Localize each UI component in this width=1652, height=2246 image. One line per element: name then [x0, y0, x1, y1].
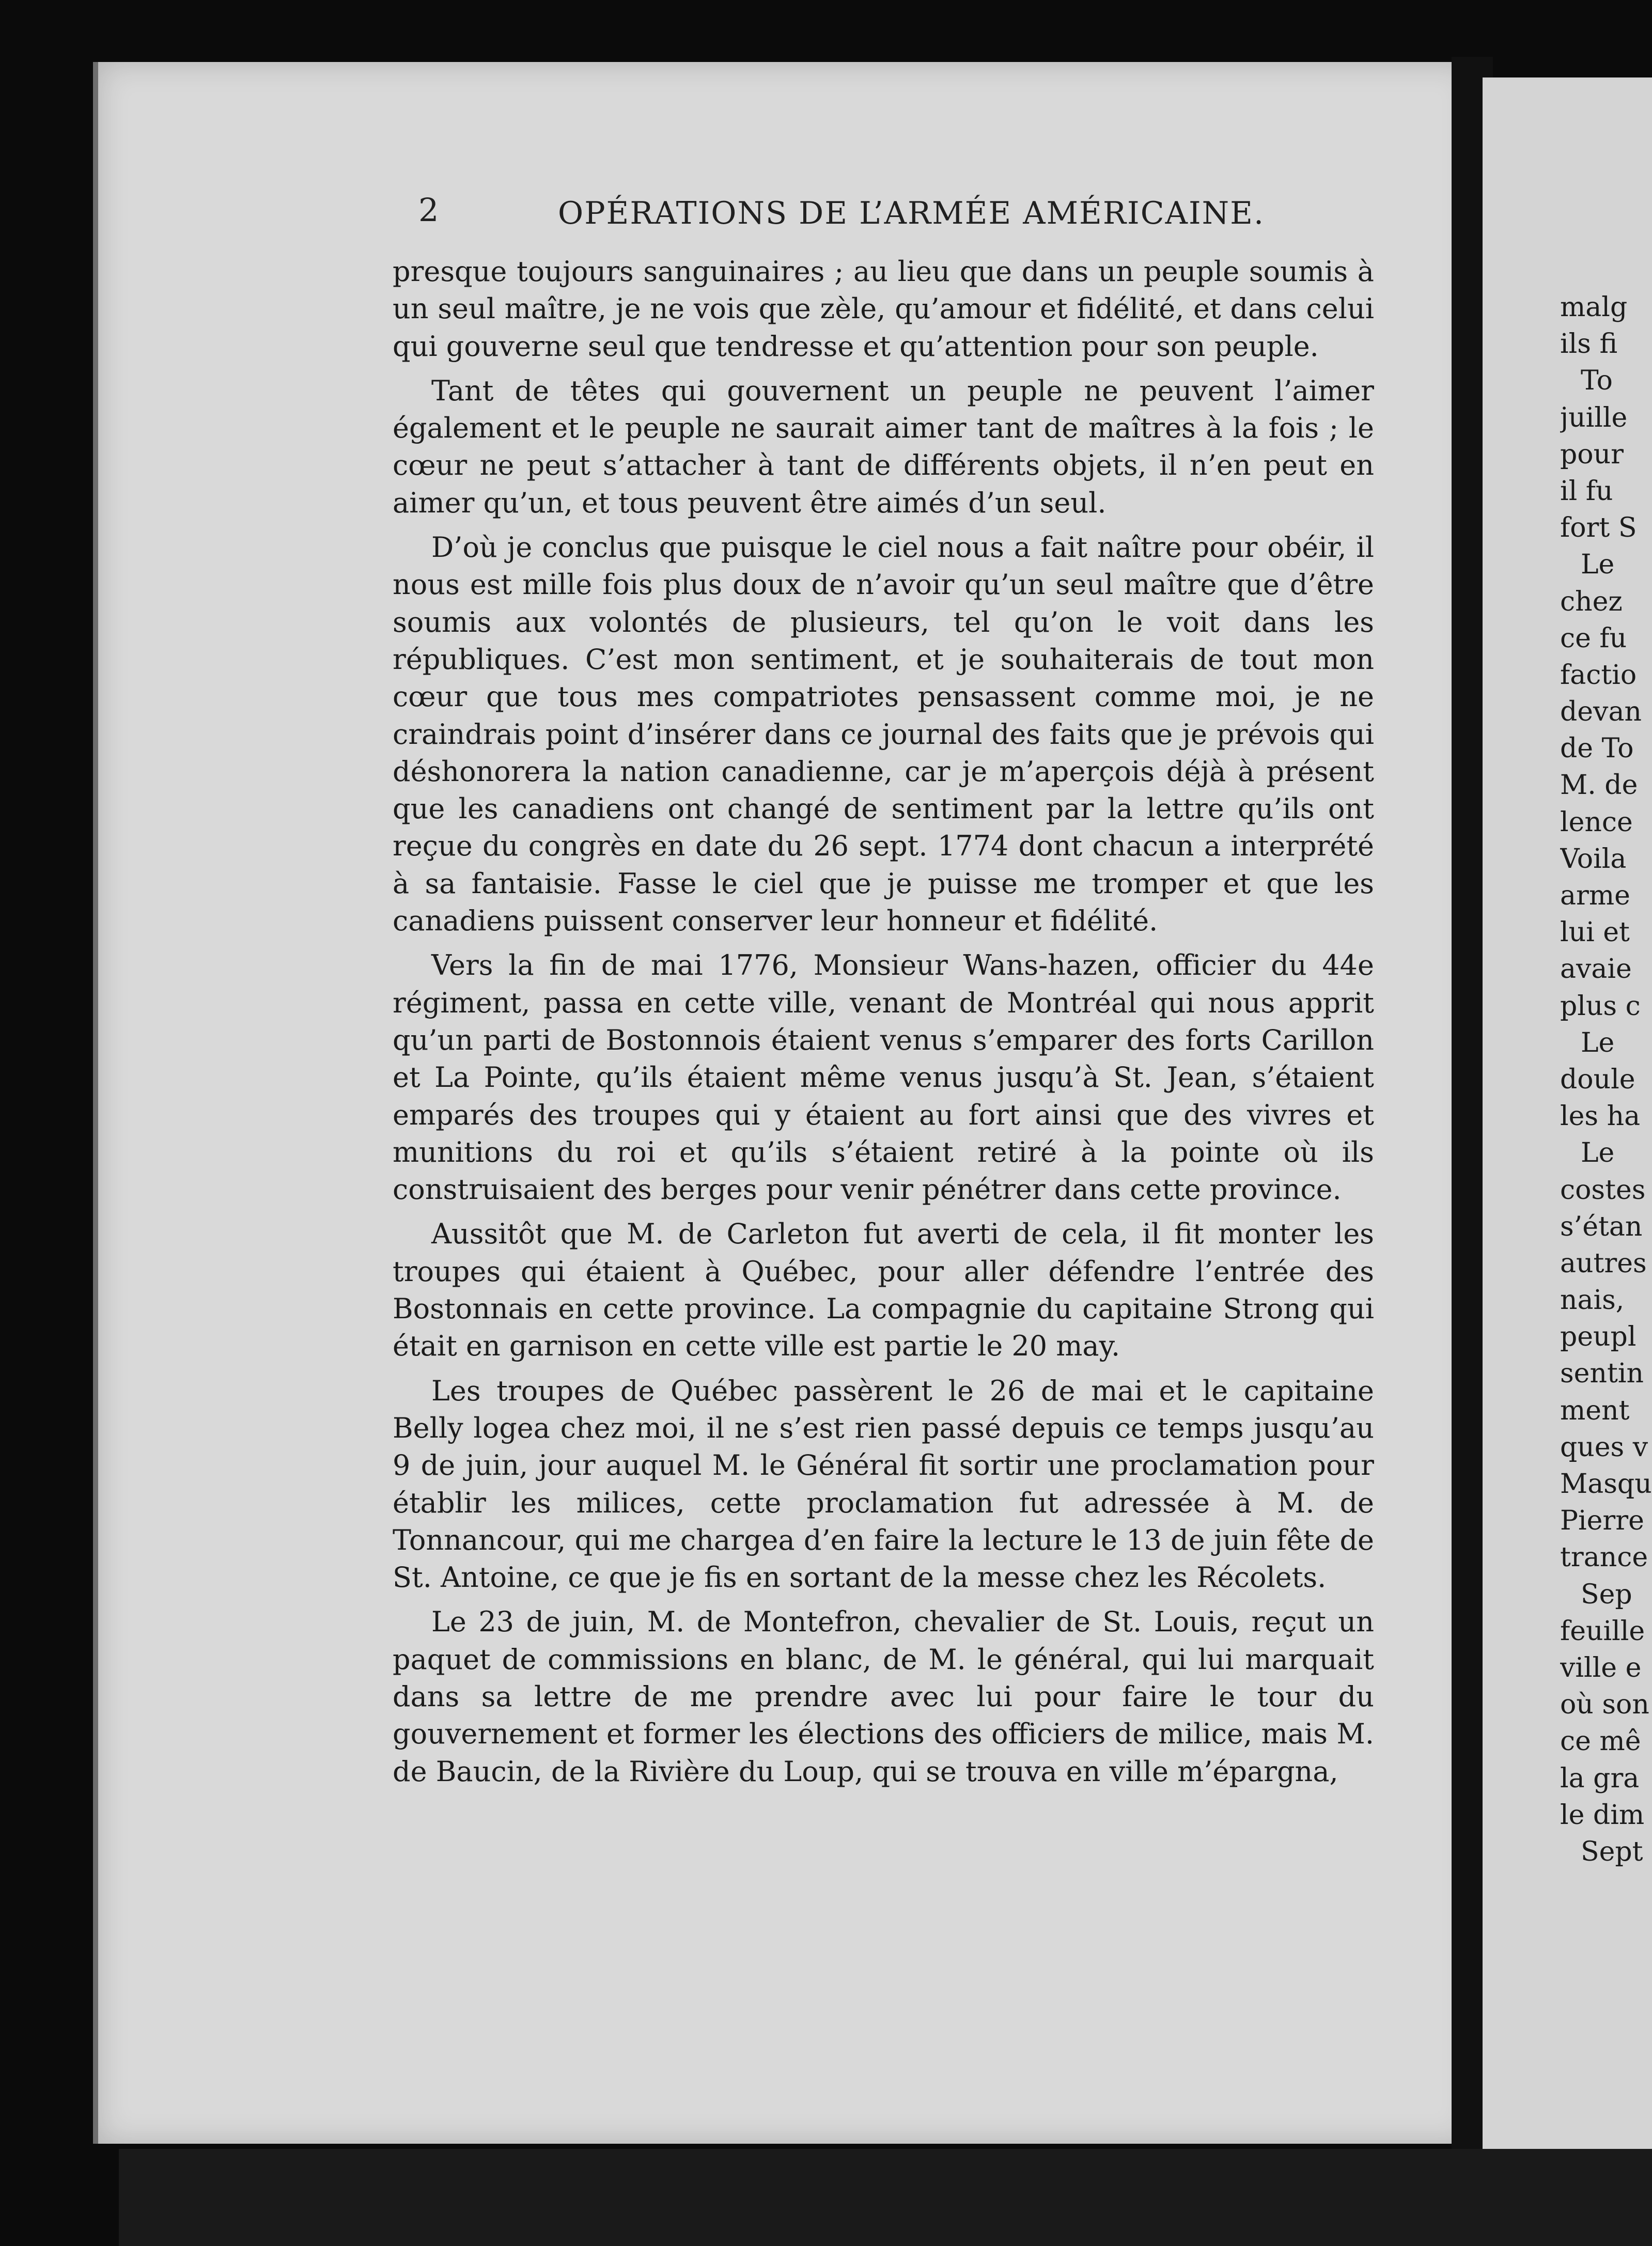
- right-page-line-fragment: Le: [1581, 1027, 1615, 1058]
- right-page-line-fragment: Pierre: [1560, 1505, 1644, 1537]
- right-page-line-fragment: fort S: [1560, 512, 1637, 544]
- right-page-line-fragment: avaie: [1560, 954, 1632, 985]
- right-page-line-fragment: sentin: [1560, 1358, 1644, 1390]
- right-page-line-fragment: feuille: [1560, 1615, 1645, 1647]
- paragraph: D’où je conclus que puisque le ciel nous a fait naître pour obéir, il nous est mille fois plus doux de n’avoir qu’un seul maître que d’être soumis aux volontés de plusieurs, tel qu’on le voit dans les républiques. C’est mon sentiment, et je souhaiterais de tout mon cœur que tous mes compatriotes pensassent comme moi, je ne craindrais point d’insérer dans ce journal des faits que je prévois qui déshonorera la nation canadienne, car je m’aperçois déjà à présent que les canadiens ont changé de sentiment par la lettre qu’ils ont reçue du congrès en date du 26 sept. 1774 dont chacun a interprété à sa fantaisie. Fasse le ciel que je puisse me tromper et que les canadiens puissent conserver leur honneur et fidélité.: [393, 531, 1374, 938]
- right-page-line-fragment: où son: [1560, 1689, 1649, 1721]
- body-text: [393, 253, 1374, 1937]
- right-page-line-fragment: M. de: [1560, 770, 1638, 801]
- right-page-line-fragment: les ha: [1560, 1101, 1641, 1132]
- right-page-line-fragment: trance: [1560, 1542, 1648, 1573]
- right-page-line-fragment: arme: [1560, 880, 1630, 911]
- right-page-line-fragment: ment: [1560, 1395, 1630, 1426]
- page-number: 2: [418, 191, 439, 229]
- right-page-line-fragment: ce mê: [1560, 1726, 1641, 1757]
- right-page-line-fragment: le dim: [1560, 1799, 1645, 1831]
- right-page-line-fragment: Sept: [1581, 1836, 1643, 1867]
- right-page-line-fragment: factio: [1560, 659, 1637, 691]
- right-page-line-fragment: pour: [1560, 439, 1624, 470]
- right-page-line-fragment: costes: [1560, 1174, 1646, 1206]
- right-page-line-fragment: autres: [1560, 1247, 1647, 1279]
- right-page-line-fragment: Le: [1581, 549, 1615, 581]
- paragraph: Les troupes de Québec passèrent le 26 de mai et le capitaine Belly logea chez moi, il ne s’est rien passé depuis ce temps jusqu’au 9 de juin, jour auquel M. le Général fit sortir une proclamation pour établir les milices, cette proclamation fut adressée à M. de Tonnancour, qui me chargea d’en faire la lecture le 13 de juin fête de St. Antoine, ce que je fis en sortant de la messe chez les Récolets.: [393, 1374, 1374, 1594]
- right-page-line-fragment: juille: [1560, 402, 1628, 433]
- right-page-line-fragment: doule: [1560, 1064, 1635, 1095]
- paragraph: presque toujours sanguinaires ; au lieu que dans un peuple soumis à un seul maître, je ne vois que zèle, qu’amour et fidélité, et dans celui qui gouverne seul que tendresse et qu’attention pour son peuple.: [393, 255, 1374, 363]
- bottom-strip: [119, 2149, 1652, 2246]
- right-page-line-fragment: malg: [1560, 292, 1628, 323]
- paragraph: Tant de têtes qui gouvernent un peuple ne peuvent l’aimer également et le peuple ne saurait aimer tant de maîtres à la fois ; le cœur ne peut s’attacher à tant de différents objets, il n’en peut en aimer qu’un, et tous peuvent être aimés d’un seul.: [393, 374, 1374, 519]
- right-page-line-fragment: la gra: [1560, 1763, 1640, 1794]
- right-page-line-fragment: devan: [1560, 696, 1642, 728]
- right-page-line-fragment: plus c: [1560, 990, 1641, 1022]
- right-page-line-fragment: s’étan: [1560, 1211, 1643, 1242]
- right-page-line-fragment: il fu: [1560, 475, 1613, 507]
- right-page-line-fragment: nais,: [1560, 1285, 1625, 1316]
- right-page-line-fragment: Masqu: [1560, 1469, 1652, 1500]
- right-page-line-fragment: To: [1581, 365, 1613, 397]
- right-page-line-fragment: ville e: [1560, 1652, 1642, 1683]
- right-page-line-fragment: Sep: [1581, 1579, 1632, 1610]
- paragraph: Le 23 de juin, M. de Montefron, chevalier de St. Louis, reçut un paquet de commissions en blanc, de M. le général, qui lui marquait dans sa lettre de me prendre avec lui pour faire le tour du gouvernement et former les élections des officiers de milice, mais M. de Baucin, de la Rivière du Loup, qui se trouva en ville m’épargna,: [393, 1605, 1374, 1788]
- running-title: OPÉRATIONS DE L’ARMÉE AMÉRICAINE.: [558, 195, 1265, 231]
- right-page-line-fragment: Le: [1581, 1137, 1615, 1169]
- right-page-line-fragment: de To: [1560, 733, 1634, 765]
- right-page-line-fragment: lence: [1560, 806, 1633, 838]
- right-page-line-fragment: Voila: [1560, 843, 1627, 875]
- paragraph: Vers la fin de mai 1776, Monsieur Wans-hazen, officier du 44e régiment, passa en cette ville, venant de Montréal qui nous apprit qu’un parti de Bostonnois étaient venus s’emparer des forts Carillon et La Pointe, qu’ils étaient même venus jusqu’à St. Jean, s’étaient emparés des troupes qui y étaient au fort ainsi que des vivres et munitions du roi et qu’ils s’étaient retiré à la pointe où ils construisaient des berges pour venir pénétrer dans cette province.: [393, 949, 1374, 1206]
- right-page-line-fragment: peupl: [1560, 1321, 1637, 1353]
- right-page-line-fragment: chez: [1560, 586, 1623, 617]
- paragraph: Aussitôt que M. de Carleton fut averti de cela, il fit monter les troupes qui étaient à Québec, pour aller défendre l’entrée des Bostonnais en cette province. La compagnie du capitaine Strong qui était en garnison en cette ville est partie le 20 may.: [393, 1218, 1374, 1363]
- right-page-line-fragment: ques v: [1560, 1431, 1648, 1463]
- right-page-text-fragments: [1560, 289, 1652, 1870]
- right-page-line-fragment: ce fu: [1560, 622, 1627, 654]
- right-page-line-fragment: ils fi: [1560, 329, 1618, 360]
- right-page-line-fragment: lui et: [1560, 917, 1630, 948]
